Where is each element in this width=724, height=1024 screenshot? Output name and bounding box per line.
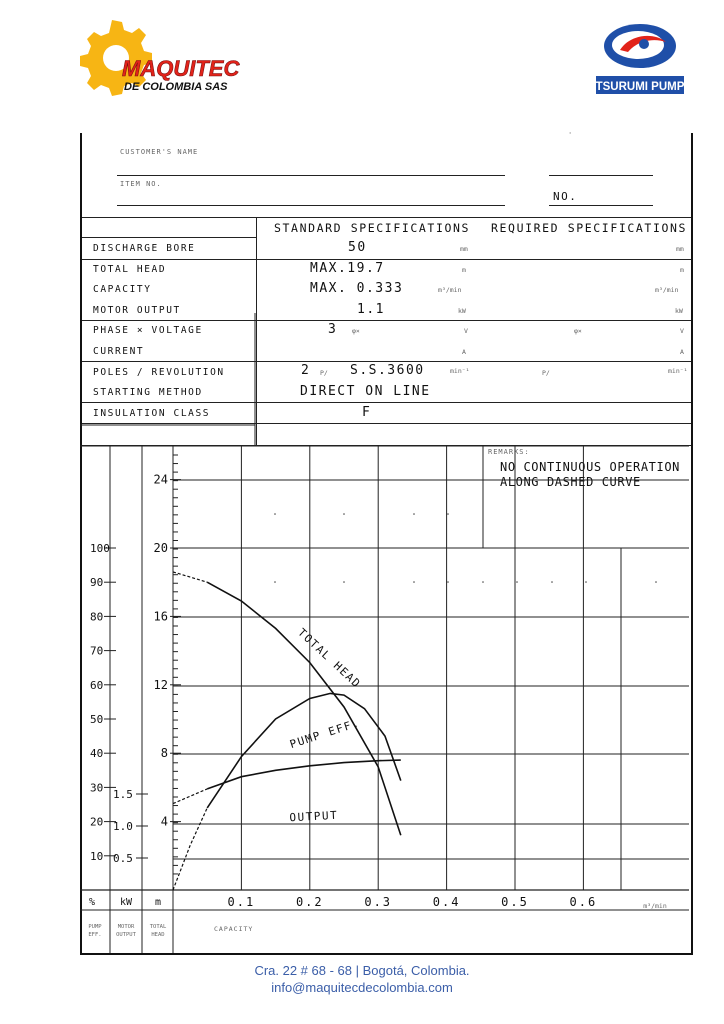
- head-tick-label: 12: [153, 677, 168, 692]
- current-unit: A: [462, 348, 466, 356]
- eff-tick-label: 90: [90, 576, 104, 590]
- guide-dot: [655, 581, 657, 583]
- output-axis-sublabel: MOTOR: [117, 924, 135, 930]
- guide-dot: [274, 513, 276, 515]
- head-tick-label: 20: [153, 541, 168, 555]
- discharge-bore-value: 50: [348, 240, 367, 255]
- head-tick-label: 16: [153, 609, 168, 624]
- capacity-axis-label: CAPACITY: [214, 925, 254, 933]
- phase-req-symbol: φ×: [574, 327, 582, 335]
- curve-label-0: TOTAL HEAD: [295, 625, 364, 691]
- head-tick-label: 24: [153, 472, 168, 487]
- eff-tick-label: 60: [90, 678, 104, 692]
- capacity-req-unit: m³/min: [655, 286, 679, 294]
- eff-axis-label: %: [88, 897, 96, 908]
- row-label-insulation: INSULATION CLASS: [93, 408, 211, 419]
- eff-tick-label: 20: [90, 815, 104, 829]
- required-spec-header: REQUIRED SPECIFICATIONS: [491, 221, 688, 235]
- guide-dot: [447, 581, 449, 583]
- guide-dot: [343, 581, 345, 583]
- eff-tick-label: 100: [90, 542, 110, 555]
- poles-value: 2: [301, 363, 311, 378]
- curve-label-1: PUMP EFF.: [288, 716, 362, 752]
- eff-axis-sublabel: EFF.: [88, 932, 102, 938]
- poles-req-symbol: P/: [542, 369, 550, 377]
- poles-symbol: P/: [320, 369, 328, 377]
- capacity-tick-label: 0.6: [569, 895, 598, 909]
- remarks-line2: ALONG DASHED CURVE: [500, 475, 641, 489]
- curve-1-dashed: [173, 808, 207, 890]
- output-tick-label: 1.5: [113, 788, 133, 801]
- capacity-unit-label: m³/min: [643, 902, 667, 910]
- phase-symbol: φ×: [352, 327, 360, 335]
- guide-dot: [447, 513, 449, 515]
- eff-axis-sublabel: PUMP: [88, 924, 102, 930]
- capacity-tick-label: 0.5: [501, 895, 529, 909]
- motor-output-unit: kW: [458, 307, 466, 315]
- row-label-current: CURRENT: [93, 346, 145, 357]
- output-axis-sublabel: OUTPUT: [116, 932, 136, 938]
- head-axis-sublabel: HEAD: [151, 932, 165, 938]
- remarks-label: REMARKS:: [488, 448, 530, 456]
- total-head-req-unit: m: [680, 266, 684, 274]
- eff-tick-label: 80: [90, 610, 104, 624]
- row-label-motor-output: MOTOR OUTPUT: [93, 305, 181, 316]
- voltage-unit: V: [464, 327, 468, 335]
- total-head-value: MAX.19.7: [310, 261, 385, 276]
- voltage-req-unit: V: [680, 327, 684, 335]
- svg-text:MAQUITEC: MAQUITEC: [122, 56, 240, 81]
- remarks-line1: NO CONTINUOUS OPERATION: [500, 460, 680, 474]
- output-axis-label: kW: [119, 897, 133, 908]
- phase-value: 3: [328, 322, 338, 337]
- head-axis-label: m: [154, 897, 162, 908]
- guide-dot: [274, 581, 276, 583]
- current-req-unit: A: [680, 348, 684, 356]
- capacity-tick-label: 0.3: [364, 895, 393, 909]
- row-label-total-head: TOTAL HEAD: [93, 264, 167, 275]
- eff-tick-label: 30: [90, 781, 104, 795]
- head-tick-label: 4: [160, 814, 168, 829]
- capacity-unit: m³/min: [438, 286, 462, 294]
- item-no-label: ITEM NO.: [120, 180, 162, 188]
- eff-tick-label: 70: [90, 644, 104, 658]
- guide-dot: [551, 581, 553, 583]
- eff-tick-label: 40: [90, 747, 104, 761]
- motor-output-req-unit: kW: [675, 307, 683, 315]
- customer-name-label: CUSTOMER'S NAME: [120, 148, 199, 156]
- discharge-bore-unit: mm: [460, 245, 468, 253]
- revolution-unit: min⁻¹: [450, 367, 470, 375]
- discharge-bore-req-unit: mm: [676, 245, 684, 253]
- curve-1: [207, 693, 401, 808]
- footer-email[interactable]: info@maquitecdecolombia.com: [271, 980, 453, 995]
- curve-label-2: OUTPUT: [289, 808, 339, 825]
- row-label-starting-method: STARTING METHOD: [93, 387, 203, 398]
- motor-output-value: 1.1: [357, 302, 385, 317]
- guide-dot: [482, 581, 484, 583]
- guide-dot: [516, 581, 518, 583]
- head-axis-sublabel: TOTAL: [149, 924, 167, 930]
- output-tick-label: 0.5: [113, 852, 133, 865]
- capacity-tick-label: 0.2: [295, 895, 324, 909]
- insulation-value: F: [362, 405, 372, 420]
- revolution-req-unit: min⁻¹: [668, 367, 688, 375]
- output-tick-label: 1.0: [113, 820, 133, 833]
- no-label: NO.: [553, 190, 578, 203]
- head-tick-label: 8: [160, 746, 168, 761]
- row-label-poles: POLES / REVOLUTION: [93, 367, 225, 378]
- guide-dot: [343, 513, 345, 515]
- total-head-unit: m: [462, 266, 466, 274]
- svg-text:DE COLOMBIA SAS: DE COLOMBIA SAS: [124, 81, 228, 93]
- standard-spec-header: STANDARD SPECIFICATIONS: [274, 221, 471, 235]
- curve-0-dashed: [173, 572, 207, 582]
- svg-text:TSURUMI PUMP: TSURUMI PUMP: [595, 81, 685, 93]
- revolution-value: S.S.3600: [350, 363, 425, 378]
- eff-tick-label: 50: [90, 713, 104, 726]
- row-label-discharge-bore: DISCHARGE BORE: [93, 243, 196, 254]
- curve-2-dashed: [173, 789, 207, 804]
- guide-dot: [413, 513, 415, 515]
- footer-address: Cra. 22 # 68 - 68 | Bogotá, Colombia.: [254, 963, 470, 978]
- capacity-tick-label: 0.4: [432, 895, 461, 909]
- row-label-capacity: CAPACITY: [93, 284, 152, 295]
- capacity-tick-label: 0.1: [227, 895, 256, 909]
- eff-tick-label: 10: [90, 849, 104, 863]
- capacity-value: MAX. 0.333: [310, 281, 404, 296]
- starting-method-value: DIRECT ON LINE: [300, 384, 431, 399]
- guide-dot: [585, 581, 587, 583]
- corner-tick: ': [568, 131, 573, 139]
- guide-dot: [413, 581, 415, 583]
- curve-0: [207, 582, 401, 835]
- row-label-phase-voltage: PHASE × VOLTAGE: [93, 325, 203, 336]
